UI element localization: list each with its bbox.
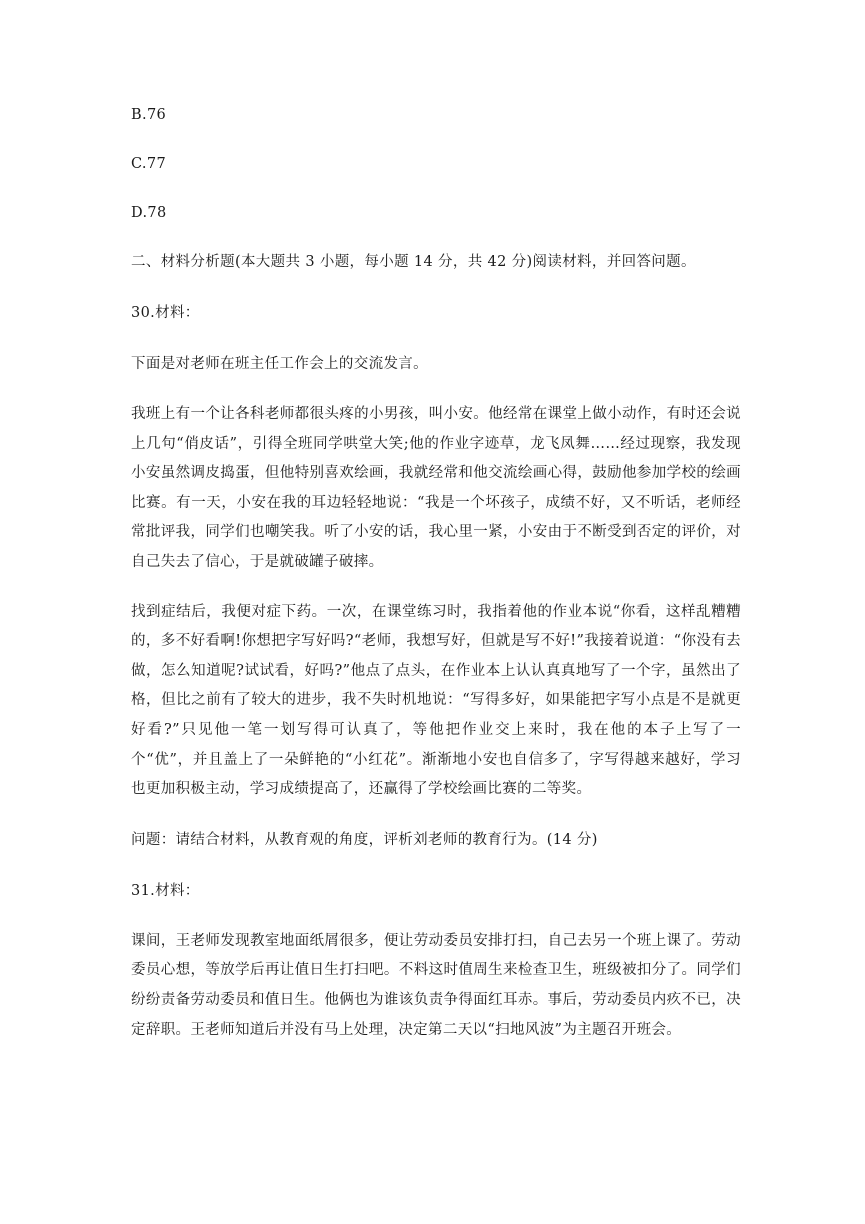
document-content	[131, 100, 741, 1065]
question-30-paragraph-1: 我班上有一个让各科老师都很头疼的小男孩，叫小安。他经常在课堂上做小动作，有时还会说上几句“俏皮话”，引得全班同学哄堂大笑;他的作业字迹草，龙飞凤舞……经过现察，我发现小安虽然调皮捣蛋，但他特别喜欢绘画，我就经常和他交流绘画心得，鼓励他参加学校的绘画比赛。有一天，小安在我的耳边轻轻地说：“我是一个坏孩子，成绩不好，又不听话，老师经常批评我，同学们也嘲笑我。听了小安的话，我心里一紧，小安由于不断受到否定的评价，对自己失去了信心，于是就破罐子破摔。	[131, 406, 741, 570]
option-d: D.78	[131, 205, 167, 221]
question-30-label: 30.材料：	[131, 305, 200, 321]
question-30-intro: 下面是对老师在班主任工作会上的交流发言。	[131, 356, 428, 372]
question-30-prompt: 问题：请结合材料，从教育观的角度，评析刘老师的教育行为。(14 分)	[131, 831, 598, 848]
option-c: C.77	[131, 156, 167, 172]
question-31-paragraph-1: 课间，王老师发现教室地面纸屑很多，便让劳动委员安排打扫，自己去另一个班上课了。劳动委员心想，等放学后再让值日生打扫吧。不料这时值周生来检查卫生，班级被扣分了。同学们纷纷责备劳动委员和值日生。他俩也为谁该负责争得面红耳赤。事后，劳动委员内疚不已，决定辞职。王老师知道后并没有马上处理，决定第二天以“扫地风波”为主题召开班会。	[131, 932, 741, 1038]
option-b: B.76	[131, 107, 167, 123]
section-title: 二、材料分析题(本大题共 3 小题，每小题 14 分，共 42 分)阅读材料，并回答问题。	[131, 254, 696, 270]
question-30-paragraph-2: 找到症结后，我便对症下药。一次，在课堂练习时，我指着他的作业本说“你看，这样乱糟糟的，多不好看啊!你想把字写好吗?“老师，我想写好，但就是写不好!”我接着说道：“你没有去做，怎么知道呢?试试看，好吗?”他点了点头，在作业本上认认真真地写了一个字，虽然出了格，但比之前有了较大的进步，我不失时机地说：“写得多好，如果能把字写小点是不是就更好看?”只见他一笔一划写得可认真了，等他把作业交上来时，我在他的本子上写了一个“优”，并且盖上了一朵鲜艳的“小红花”。渐渐地小安也自信多了，字写得越来越好，学习也更加积极主动，学习成绩提高了，还赢得了学校绘画比赛的二等奖。	[131, 603, 741, 798]
question-31-label: 31.材料：	[131, 882, 200, 899]
